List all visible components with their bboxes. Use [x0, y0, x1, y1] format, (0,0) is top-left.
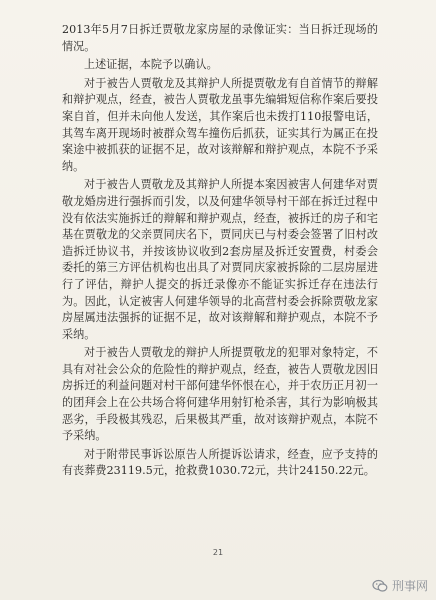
wechat-logo-icon: [372, 578, 388, 594]
document-body: [62, 22, 378, 482]
paragraph: 对于被告人贾敬龙及其辩护人所提贾敬龙有自首情节的辩解和辩护观点，经查，被告人贾敬龙虽事先编辑短信称作案后要投案自首，但并未向他人发送，其作案后也未拨打110报警电话，其驾车离开现场时被群众驾车撞伤后抓获，证实其行为属正在投案途中被抓获的证据不足，故对该辩解和辩护观点，本院不予采纳。: [62, 76, 378, 173]
paragraph: 对于被告人贾敬龙的辩护人所提贾敬龙的犯罪对象特定，不具有对社会公众的危险性的辩护观点，经查，被告人贾敬龙因旧房拆迁的利益问题对村干部何建华怀恨在心，并于农历正月初一的团拜会上在公共场合将何建华用射钉枪杀害，其行为影响极其恶劣，手段极其残忍，后果极其严重，故对该辩护观点，本院不予采纳。: [62, 346, 378, 443]
paragraph: 对于附带民事诉讼原告人所提诉讼请求，经查，应予支持的有丧葬费23119.5元，抢救费1030.72元，共计24150.22元。: [62, 447, 378, 478]
watermark-text: 刑事网: [391, 579, 428, 593]
page-number: 21: [212, 548, 224, 557]
watermark: [372, 577, 428, 594]
paragraph: 对于被告人贾敬龙及其辩护人所提本案因被害人何建华对贾敬龙婚房进行强拆而引发，以及何建华领导村干部在拆迁过程中没有依法实施拆迁的辩解和辩护观点，经查，被拆迁的房子和宅基在贾敬龙的父亲贾同庆名下，贾同庆已与村委会签署了旧村改造拆迁协议书，并按该协议收到2套房屋及拆迁安置费，村委会委托的第三方评估机构也出具了对贾同庆家被拆除的二层房屋进行了评估，辩护人提交的拆迁录像亦不能证实拆迁存在违法行为。因此，认定被害人何建华领导的北高营村委会拆除贾敬龙家房屋属违法强拆的证据不足，故对该辩解和辩护观点，本院不予采纳。: [62, 178, 378, 341]
paragraph: 上述证据，本院予以确认。: [84, 58, 218, 72]
paragraph: 2013年5月7日拆迁贾敬龙家房屋的录像证实：当日拆迁现场的情况。: [62, 23, 378, 53]
